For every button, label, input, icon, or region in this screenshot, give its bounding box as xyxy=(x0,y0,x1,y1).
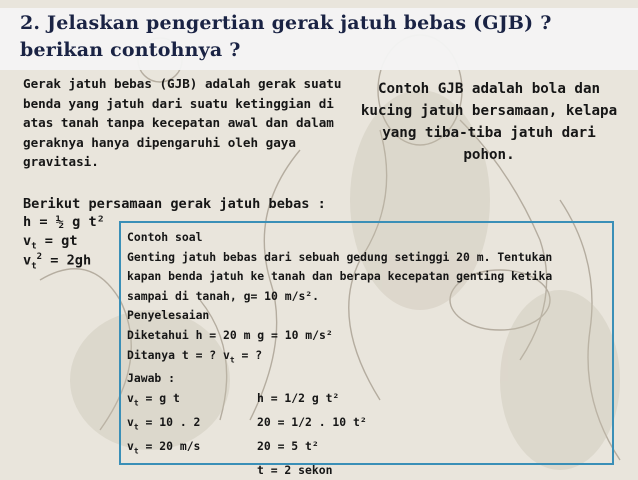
equation-velocity-squared: $v_t^2 = 2gh$ xyxy=(23,252,92,272)
soal-label: Contoh soal xyxy=(127,230,203,244)
jawab-label: Jawab : xyxy=(127,371,176,386)
soal-line: sampai di tanah, g= 10 m/s². xyxy=(127,288,320,303)
equation-height: h = ½ g t² xyxy=(23,214,105,230)
ditanya-line: Ditanya t = ? $v_t$ = ? xyxy=(127,347,263,364)
penyelesaian-label: Penyelesaian xyxy=(127,308,210,323)
example-text: Contoh GJB adalah bola dan kucing jatuh bersamaan, kelapa yang tiba-tiba jatuh dari pohon. xyxy=(360,81,618,163)
slide-title: 2. Jelaskan pengertian gerak jatuh bebas (GJB) ? berikan contohnya ? xyxy=(20,12,552,61)
diketahui-line: Diketahui h = 20 m g = 10 m/s² xyxy=(127,327,333,342)
solution-row: $v_t = 20$ m/s 20 = 5 t² xyxy=(127,438,319,456)
soal-line: Genting jatuh bebas dari sebuah gedung setinggi 20 m. Tentukan xyxy=(127,249,553,264)
soal-line: kapan benda jatuh ke tanah dan berapa kecepatan genting ketika xyxy=(127,269,553,284)
equation-velocity: $v_t$ = gt xyxy=(23,233,78,252)
equations-intro: Berikut persamaan gerak jatuh bebas : xyxy=(23,196,326,212)
solution-row: $v_t = g$ t h = 1/2 g t² xyxy=(127,391,340,408)
solution-row: $v_t = 10$ . 2 20 = 1/2 . 10 t² xyxy=(127,414,367,432)
solution-row: t = 2 sekon xyxy=(257,462,333,477)
example-problem xyxy=(127,228,615,480)
definition-text: Gerak jatuh bebas (GJB) adalah gerak suatu benda yang jatuh dari suatu ketinggian di atas tanah tanpa kecepatan awal dan dalam geraknya hanya dipengaruhi oleh gaya gravitasi. xyxy=(23,76,342,170)
